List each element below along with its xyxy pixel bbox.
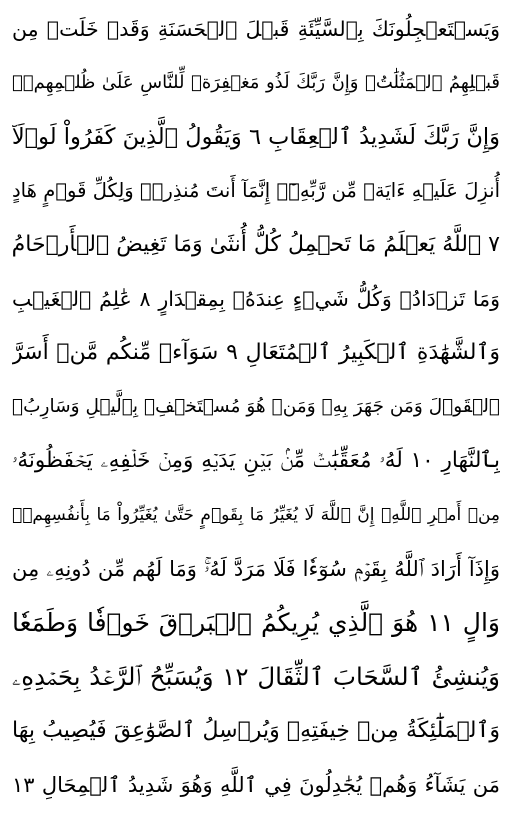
verse-line-3: وَإِنَّ رَبَّكَ لَشَدِيدُ ٱلۡعِقَابِ ٦ وَيَقُولُ ٱلَّذِينَ كَفَرُواْ لَوۡلَآ: [12, 124, 500, 150]
verse-line-2: قَبۡلِهِمُ ٱلۡمَثُلَٰتُۗ وَإِنَّ رَبَّكَ لَذُو مَغۡفِرَةٖ لِّلنَّاسِ عَلَىٰ ظُلۡمِهِمۡۖ: [12, 72, 500, 93]
verse-line-7: وَٱلشَّهَٰدَةِ ٱلۡكَبِيرُ ٱلۡمُتَعَالِ ٩ سَوَآءٞ مِّنكُم مَّنۡ أَسَرَّ: [12, 340, 500, 365]
verse-line-6: وَمَا تَزۡدَادُۖ وَكُلُّ شَيۡءٍ عِندَهُۥ بِمِقۡدَارٍ ٨ عَٰلِمُ ٱلۡغَيۡبِ: [12, 287, 500, 311]
verse-line-11: وَإِذَآ أَرَادَ ٱللَّهُ بِقَوۡمٖ سُوٓءٗا فَلَا مَرَدَّ لَهُۥۚ وَمَا لَهُم مِّن دُونِهِۦ مِن: [12, 557, 500, 581]
verse-line-9: بِٱلنَّهَارِ ١٠ لَهُۥ مُعَقِّبَٰتٞ مِّنۢ بَيۡنِ يَدَيۡهِ وَمِنۡ خَلۡفِهِۦ يَحۡفَظُونَهُۥ: [12, 448, 500, 473]
verse-line-1: وَيَسۡتَعۡجِلُونَكَ بِٱلسَّيِّئَةِ قَبۡلَ ٱلۡحَسَنَةِ وَقَدۡ خَلَتۡ مِن: [12, 17, 500, 41]
verse-line-4: أُنزِلَ عَلَيۡهِ ءَايَةٞ مِّن رَّبِّهِۦٓۗ إِنَّمَآ أَنتَ مُنذِرٞۖ وَلِكُلِّ قَوۡمٍ هَادٍ: [12, 179, 500, 202]
verse-line-5: ٧ ٱللَّهُ يَعۡلَمُ مَا تَحۡمِلُ كُلُّ أُنثَىٰ وَمَا تَغِيضُ ٱلۡأَرۡحَامُ: [12, 232, 500, 257]
verse-line-8: ٱلۡقَوۡلَ وَمَن جَهَرَ بِهِۦ وَمَنۡ هُوَ مُسۡتَخۡفِۭ بِٱلَّيۡلِ وَسَارِبُۢ: [12, 396, 500, 417]
verse-line-15: مَن يَشَآءُ وَهُمۡ يُجَٰدِلُونَ فِي ٱللَّهِ وَهُوَ شَدِيدُ ٱلۡمِحَالِ ١٣: [12, 773, 500, 797]
verse-line-13: وَيُنشِئُ ٱلسَّحَابَ ٱلثِّقَالَ ١٢ وَيُسَبِّحُ ٱلرَّعۡدُ بِحَمۡدِهِۦ: [12, 662, 500, 691]
verse-line-10: مِنۡ أَمۡرِ ٱللَّهِۗ إِنَّ ٱللَّهَ لَا يُغَيِّرُ مَا بِقَوۡمٍ حَتَّىٰ يُغَيِّرُواْ مَا بِأَنفُسِهِمۡۗ: [12, 505, 500, 525]
verse-line-12: وَالٍ ١١ هُوَ ٱلَّذِي يُرِيكُمُ ٱلۡبَرۡقَ خَوۡفٗا وَطَمَعٗا: [12, 608, 500, 637]
verse-line-14: وَٱلۡمَلَٰٓئِكَةُ مِنۡ خِيفَتِهِۦ وَيُرۡسِلُ ٱلصَّوَٰعِقَ فَيُصِيبُ بِهَا: [12, 718, 500, 743]
